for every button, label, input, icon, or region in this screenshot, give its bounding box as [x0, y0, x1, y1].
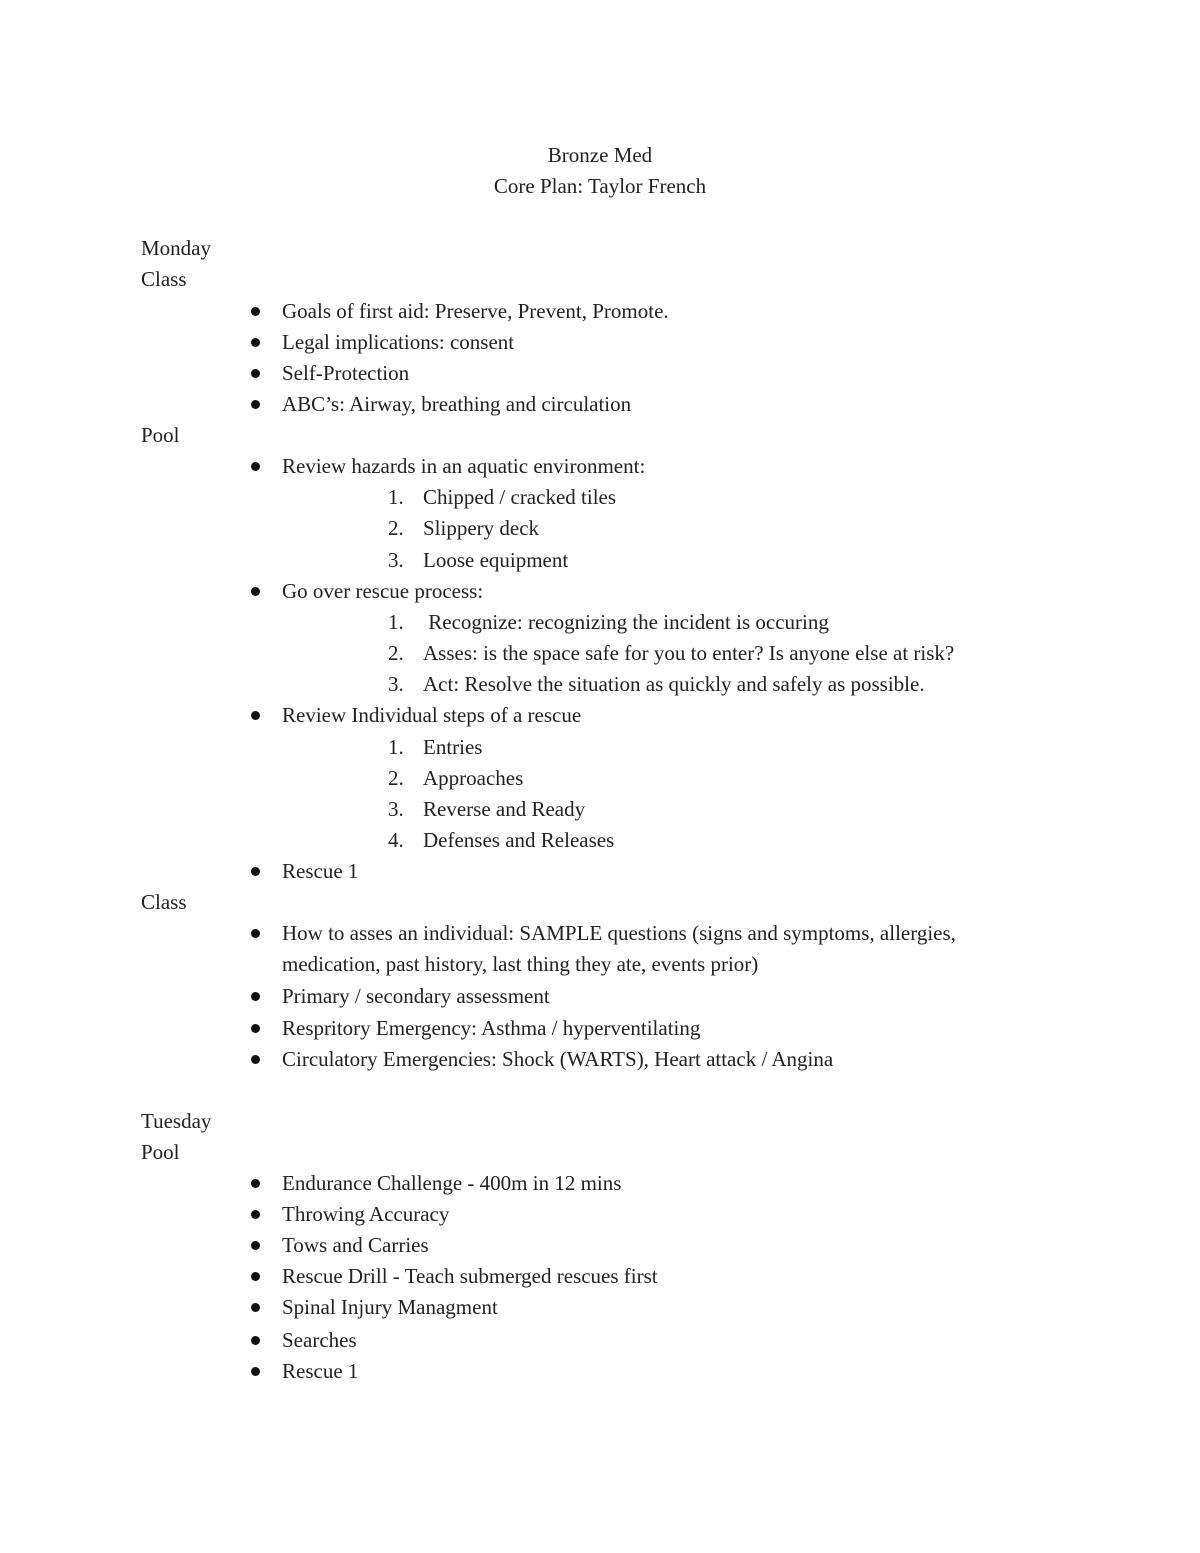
list-item: [0, 296, 1200, 327]
list-item-text: How to asses an individual: SAMPLE questions (signs and symptoms, allergies,: [282, 921, 956, 945]
bullet-icon: [251, 587, 260, 596]
list-item: [0, 576, 1200, 607]
list-item-text: Legal implications: consent: [282, 330, 515, 354]
list-item: [0, 1168, 1200, 1199]
numbered-item: [0, 669, 1200, 700]
list-item: [0, 327, 1200, 358]
list-item-text: Review Individual steps of a rescue: [282, 703, 582, 727]
bullet-icon: [251, 1367, 260, 1376]
section-heading-pool: Pool: [141, 423, 180, 447]
bullet-icon: [251, 1055, 260, 1064]
list-item-text: Go over rescue process:: [282, 579, 484, 603]
list-item-text: Rescue Drill - Teach submerged rescues first: [282, 1264, 658, 1288]
bullet-icon: [251, 992, 260, 1001]
list-item-text: Goals of first aid: Preserve, Prevent, Promote.: [282, 299, 669, 323]
numbered-item-text: Entries: [423, 735, 483, 759]
list-item: [0, 1044, 1200, 1075]
list-item-text: Primary / secondary assessment: [282, 984, 550, 1008]
item-number: 2.: [388, 516, 404, 540]
numbered-item: [0, 638, 1200, 669]
list-item-text: ABC’s: Airway, breathing and circulation: [282, 392, 632, 416]
item-number: 1.: [388, 735, 404, 759]
document-subtitle: Core Plan: Taylor French: [493, 174, 707, 198]
list-item-text: Rescue 1: [282, 859, 359, 883]
numbered-item-text: Reverse and Ready: [423, 797, 586, 821]
list-item: [0, 1199, 1200, 1230]
section-heading-class: Class: [141, 267, 187, 291]
list-item-text: Rescue 1: [282, 1359, 359, 1383]
list-item-text: Throwing Accuracy: [282, 1202, 450, 1226]
numbered-item: [0, 763, 1200, 794]
bullet-icon: [251, 867, 260, 876]
list-item: [0, 389, 1200, 420]
item-number: 3.: [388, 672, 404, 696]
list-item-text: Tows and Carries: [282, 1233, 429, 1257]
bullet-icon: [251, 369, 260, 378]
day-heading-tuesday: Tuesday: [141, 1109, 212, 1133]
bullet-icon: [251, 400, 260, 409]
list-item: [0, 856, 1200, 887]
item-number: 1.: [388, 610, 404, 634]
bullet-icon: [251, 338, 260, 347]
document-title: Bronze Med: [547, 143, 653, 167]
numbered-item-text: Defenses and Releases: [423, 828, 615, 852]
numbered-item-text: Slippery deck: [423, 516, 540, 540]
bullet-icon: [251, 1179, 260, 1188]
section-heading-class: Class: [141, 890, 187, 914]
bullet-icon: [251, 1303, 260, 1312]
list-item-text: Circulatory Emergencies: Shock (WARTS), Heart attack / Angina: [282, 1047, 834, 1071]
numbered-item-text: Act: Resolve the situation as quickly and safely as possible.: [423, 672, 925, 696]
list-item: [0, 981, 1200, 1012]
numbered-item-text: Approaches: [423, 766, 524, 790]
list-item-text: Self-Protection: [282, 361, 410, 385]
numbered-item: [0, 513, 1200, 544]
day-heading-monday: Monday: [141, 236, 211, 260]
numbered-item: [0, 825, 1200, 856]
item-number: 2.: [388, 766, 404, 790]
list-item: [0, 1261, 1200, 1292]
list-item: [0, 1013, 1200, 1044]
numbered-item-text: Loose equipment: [423, 548, 569, 572]
list-item-text: medication, past history, last thing they ate, events prior): [282, 952, 759, 976]
numbered-item: [0, 607, 1200, 638]
numbered-item-text: Asses: is the space safe for you to enter? Is anyone else at risk?: [423, 641, 955, 665]
list-item-text: Searches: [282, 1328, 357, 1352]
bullet-icon: [251, 462, 260, 471]
list-item: [0, 1292, 1200, 1323]
list-item: [0, 451, 1200, 482]
bullet-icon: [251, 1210, 260, 1219]
bullet-icon: [251, 711, 260, 720]
bullet-icon: [251, 1272, 260, 1281]
numbered-item: [0, 482, 1200, 513]
list-item-text: Spinal Injury Managment: [282, 1295, 498, 1319]
list-item: [0, 358, 1200, 389]
item-number: 1.: [388, 485, 404, 509]
bullet-icon: [251, 1336, 260, 1345]
list-item-continuation: [0, 949, 1200, 980]
bullet-icon: [251, 929, 260, 938]
numbered-item: [0, 732, 1200, 763]
list-item-text: Endurance Challenge - 400m in 12 mins: [282, 1171, 622, 1195]
item-number: 2.: [388, 641, 404, 665]
bullet-icon: [251, 1241, 260, 1250]
list-item: [0, 1356, 1200, 1387]
bullet-icon: [251, 1024, 260, 1033]
section-heading-pool: Pool: [141, 1140, 180, 1164]
list-item: [0, 700, 1200, 731]
list-item-text: Respritory Emergency: Asthma / hyperventilating: [282, 1016, 701, 1040]
item-number: 3.: [388, 548, 404, 572]
list-item: [0, 918, 1200, 949]
numbered-item: [0, 545, 1200, 576]
numbered-item-text: Recognize: recognizing the incident is occuring: [423, 610, 829, 634]
list-item-text: Review hazards in an aquatic environment:: [282, 454, 646, 478]
bullet-icon: [251, 307, 260, 316]
list-item: [0, 1230, 1200, 1261]
list-item: [0, 1325, 1200, 1356]
item-number: 4.: [388, 828, 404, 852]
numbered-item-text: Chipped / cracked tiles: [423, 485, 617, 509]
numbered-item: [0, 794, 1200, 825]
item-number: 3.: [388, 797, 404, 821]
